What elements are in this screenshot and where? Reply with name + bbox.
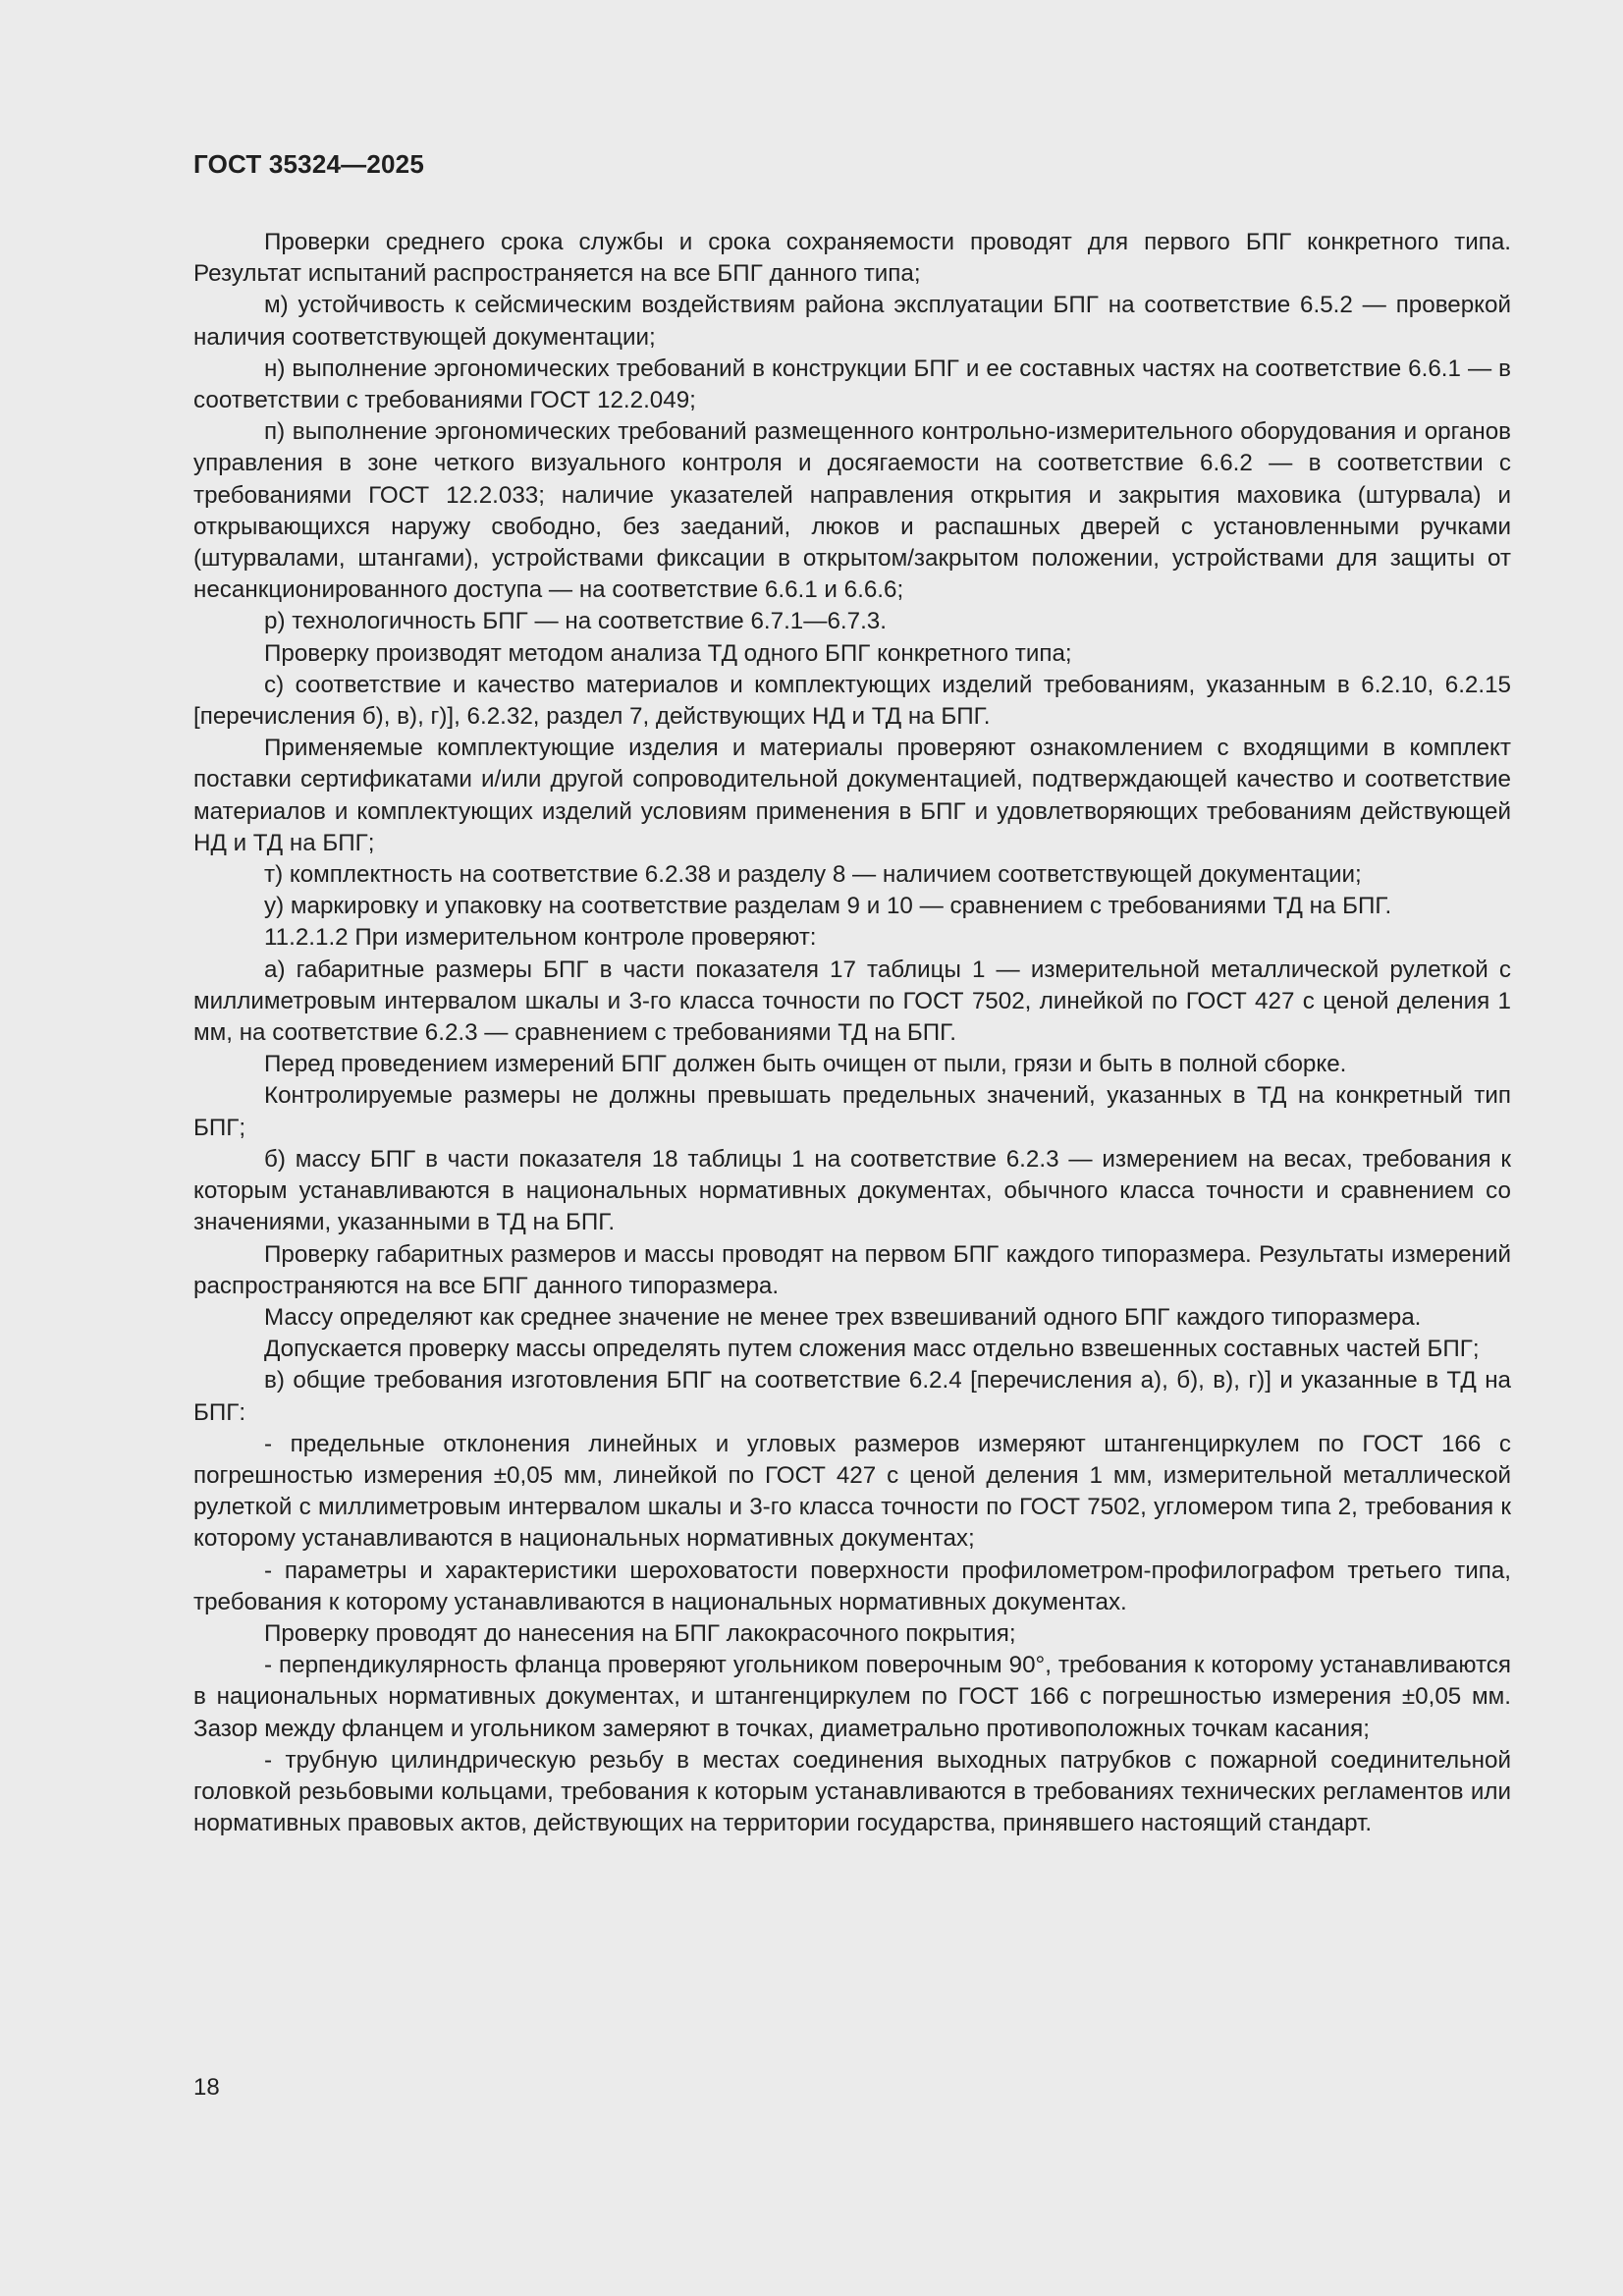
paragraph: т) комплектность на соответствие 6.2.38 и разделу 8 — наличием соответствующей документации; (264, 861, 1362, 889)
standard-header: ГОСТ 35324—2025 (193, 149, 424, 179)
bullet-item: - предельные отклонения линейных и угловых размеров измеряют штангенциркулем по ГОСТ 166 с погрешностью измерения ±0,05 мм, линейкой по ГОСТ 427 с ценой деления 1 мм, измерительной металлической рулеткой с миллиметровым интервалом шкалы и 3-го класса точности по ГОСТ 7502, угломером типа 2, требования к которому устанавливаются в национальных нормативных документах; (193, 1430, 1511, 1553)
paragraph: Контролируемые размеры не должны превышать предельных значений, указанных в ТД на конкретный тип БПГ; (193, 1082, 1511, 1141)
paragraph: м) устойчивость к сейсмическим воздействиям района эксплуатации БПГ на соответствие 6.5.2 — проверкой наличия соответствующей документации; (193, 292, 1511, 351)
bullet-item: - перпендикулярность фланца проверяют угольником поверочным 90°, требования к которому устанавливаются в национальных нормативных документах, и штангенциркулем по ГОСТ 166 с погрешностью измерения ±0,05 мм. Зазор между фланцем и угольником замеряют в точках, диаметрально противоположных точкам касания; (193, 1652, 1511, 1742)
bullet-item: - трубную цилиндрическую резьбу в местах соединения выходных патрубков с пожарной соединительной головкой резьбовыми кольцами, требования к которым устанавливаются в требованиях технических регламентов или нормативных правовых актов, действующих на территории государства, принявшего настоящий стандарт. (193, 1746, 1511, 1837)
paragraph: Массу определяют как среднее значение не менее трех взвешиваний одного БПГ каждого типоразмера. (264, 1303, 1422, 1331)
paragraph: с) соответствие и качество материалов и комплектующих изделий требованиям, указанным в 6.2.10, 6.2.15 [перечисления б), в), г)], 6.2.32, раздел 7, действующих НД и ТД на БПГ. (193, 671, 1511, 731)
paragraph: в) общие требования изготовления БПГ на соответствие 6.2.4 [перечисления а), б), в), г)] и указанные в ТД на БПГ: (193, 1367, 1511, 1426)
bullet-item: - параметры и характеристики шероховатости поверхности профилометром-профилографом третьего типа, требования к которому устанавливаются в национальных нормативных документах. (193, 1557, 1511, 1615)
paragraph: р) технологичность БПГ — на соответствие 6.7.1—6.7.3. (264, 608, 887, 635)
page-number: 18 (193, 2074, 220, 2101)
paragraph: Применяемые комплектующие изделия и материалы проверяют ознакомлением с входящими в комплект поставки сертификатами и/или другой сопроводительной документацией, подтверждающей качество и соответствие материалов и комплектующих изделий условиям применения в БПГ и удовлетворяющих требованиям действующей НД и ТД на БПГ; (193, 735, 1511, 856)
paragraph: у) маркировку и упаковку на соответствие разделам 9 и 10 — сравнением с требованиями ТД на БПГ. (264, 893, 1392, 920)
paragraph: б) массу БПГ в части показателя 18 таблицы 1 на соответствие 6.2.3 — измерением на весах, требования к которым устанавливаются в национальных нормативных документах, обычного класса точности и сравнением со значениями, указанными в ТД на БПГ. (193, 1145, 1511, 1236)
paragraph: 11.2.1.2 При измерительном контроле проверяют: (264, 924, 817, 952)
document-body (193, 227, 1511, 1839)
paragraph: Проверку проводят до нанесения на БПГ лакокрасочного покрытия; (264, 1619, 1016, 1647)
paragraph: Проверку производят методом анализа ТД одного БПГ конкретного типа; (264, 639, 1072, 667)
paragraph: Перед проведением измерений БПГ должен быть очищен от пыли, грязи и быть в полной сборке. (264, 1051, 1347, 1078)
paragraph: н) выполнение эргономических требований в конструкции БПГ и ее составных частях на соответствие 6.6.1 — в соответствии с требованиями ГОСТ 12.2.049; (193, 355, 1511, 414)
paragraph: а) габаритные размеры БПГ в части показателя 17 таблицы 1 — измерительной металлической рулеткой с миллиметровым интервалом шкалы и 3-го класса точности по ГОСТ 7502, линейкой по ГОСТ 427 с ценой деления 1 мм, на соответствие 6.2.3 — сравнением с требованиями ТД на БПГ. (193, 956, 1511, 1047)
paragraph: п) выполнение эргономических требований размещенного контрольно-измерительного оборудования и органов управления в зоне четкого визуального контроля и досягаемости на соответствие 6.6.2 — в соответствии с требованиями ГОСТ 12.2.033; наличие указателей направления открытия и закрытия маховика (штурвала) и открывающихся наружу свободно, без заеданий, люков и распашных дверей с установленными ручками (штурвалами, штангами), устройствами фиксации в открытом/закрытом положении, устройствами для защиты от несанкционированного доступа — на соответствие 6.6.1 и 6.6.6; (193, 418, 1511, 604)
paragraph: Проверки среднего срока службы и срока сохраняемости проводят для первого БПГ конкретного типа. Результат испытаний распространяется на все БПГ данного типа; (193, 229, 1511, 288)
paragraph: Проверку габаритных размеров и массы проводят на первом БПГ каждого типоразмера. Результаты измерений распространяются на все БПГ данного типоразмера. (193, 1240, 1511, 1299)
paragraph: Допускается проверку массы определять путем сложения масс отдельно взвешенных составных частей БПГ; (264, 1336, 1480, 1363)
